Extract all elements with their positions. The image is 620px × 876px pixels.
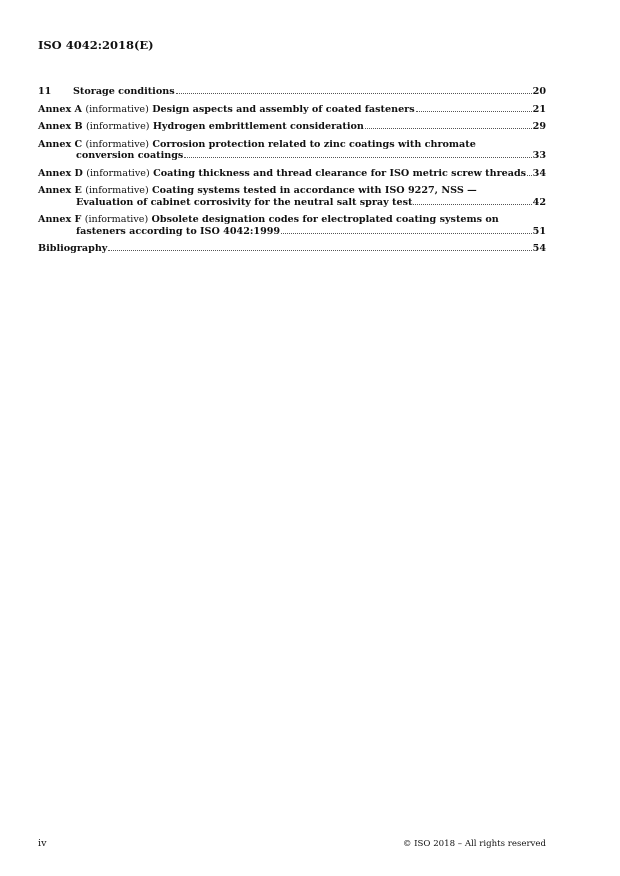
toc-entry-title: Coating systems tested in accordance with ISO 9227, NSS — bbox=[152, 185, 477, 196]
toc-entry-title: Bibliography bbox=[38, 243, 108, 254]
toc-entry-title: Obsolete designation codes for electroplated coating systems on bbox=[151, 214, 499, 225]
annex-informative-tag: (informative) bbox=[86, 121, 150, 132]
annex-label: Annex E bbox=[38, 185, 82, 196]
toc-leader-dots bbox=[281, 233, 532, 234]
toc-leader-dots bbox=[416, 111, 532, 112]
annex-informative-tag: (informative) bbox=[84, 214, 149, 225]
toc-page-number: 21 bbox=[532, 103, 546, 115]
toc-entry-annex-b[interactable] bbox=[38, 121, 546, 133]
toc-clause-number: 11 bbox=[38, 86, 52, 97]
toc-entry-title-continuation: conversion coatings bbox=[76, 150, 184, 161]
toc-page-number: 54 bbox=[532, 243, 546, 254]
toc-page-number: 51 bbox=[532, 225, 546, 237]
footer-page-number: iv bbox=[38, 838, 47, 849]
toc-leader-dots bbox=[413, 204, 531, 205]
toc-entry-title-continuation: fasteners according to ISO 4042:1999 bbox=[76, 225, 281, 237]
toc-entry-annex-f[interactable] bbox=[38, 214, 546, 237]
annex-informative-tag: (informative) bbox=[85, 138, 150, 150]
annex-label: Annex A bbox=[38, 103, 83, 115]
toc-page-number: 29 bbox=[532, 121, 546, 132]
toc-entry-annex-c[interactable] bbox=[38, 139, 546, 162]
toc-entry-title: Coating thickness and thread clearance for ISO metric screw threads bbox=[153, 167, 527, 179]
toc-leader-dots bbox=[365, 128, 532, 129]
footer-copyright: © ISO 2018 – All rights reserved bbox=[402, 839, 546, 849]
annex-informative-tag: (informative) bbox=[85, 103, 149, 115]
toc-page-number: 20 bbox=[532, 86, 546, 97]
toc-entry-annex-d[interactable] bbox=[38, 168, 546, 180]
toc-entry-title-continuation: Evaluation of cabinet corrosivity for the neutral salt spray test bbox=[76, 196, 413, 208]
toc-entry-bibliography[interactable] bbox=[38, 243, 546, 255]
toc-entry-annex-e[interactable] bbox=[38, 185, 546, 208]
annex-informative-tag: (informative) bbox=[86, 167, 150, 179]
document-id: ISO 4042:2018(E) bbox=[38, 38, 154, 52]
toc-page-number: 34 bbox=[532, 167, 546, 179]
toc-entry-title: Hydrogen embrittlement consideration bbox=[152, 121, 364, 132]
toc-leader-dots bbox=[184, 157, 531, 158]
annex-label: Annex F bbox=[38, 214, 82, 225]
annex-label: Annex C bbox=[38, 138, 83, 150]
annex-informative-tag: (informative) bbox=[85, 185, 149, 196]
annex-label: Annex D bbox=[38, 167, 83, 179]
toc-page-number: 42 bbox=[532, 196, 546, 208]
toc-entry-title: Design aspects and assembly of coated fasteners bbox=[152, 103, 415, 115]
toc-leader-dots bbox=[108, 250, 531, 251]
toc-entry-annex-a[interactable] bbox=[38, 104, 546, 116]
toc-entry-title: Storage conditions bbox=[73, 86, 175, 97]
annex-label: Annex B bbox=[38, 121, 83, 132]
toc-leader-dots bbox=[527, 175, 532, 176]
toc-entry-clause-11[interactable] bbox=[38, 86, 546, 98]
toc-leader-dots bbox=[176, 93, 532, 94]
table-of-contents bbox=[38, 86, 546, 261]
toc-entry-title: Corrosion protection related to zinc coatings with chromate bbox=[152, 138, 476, 150]
toc-page-number: 33 bbox=[532, 150, 546, 161]
